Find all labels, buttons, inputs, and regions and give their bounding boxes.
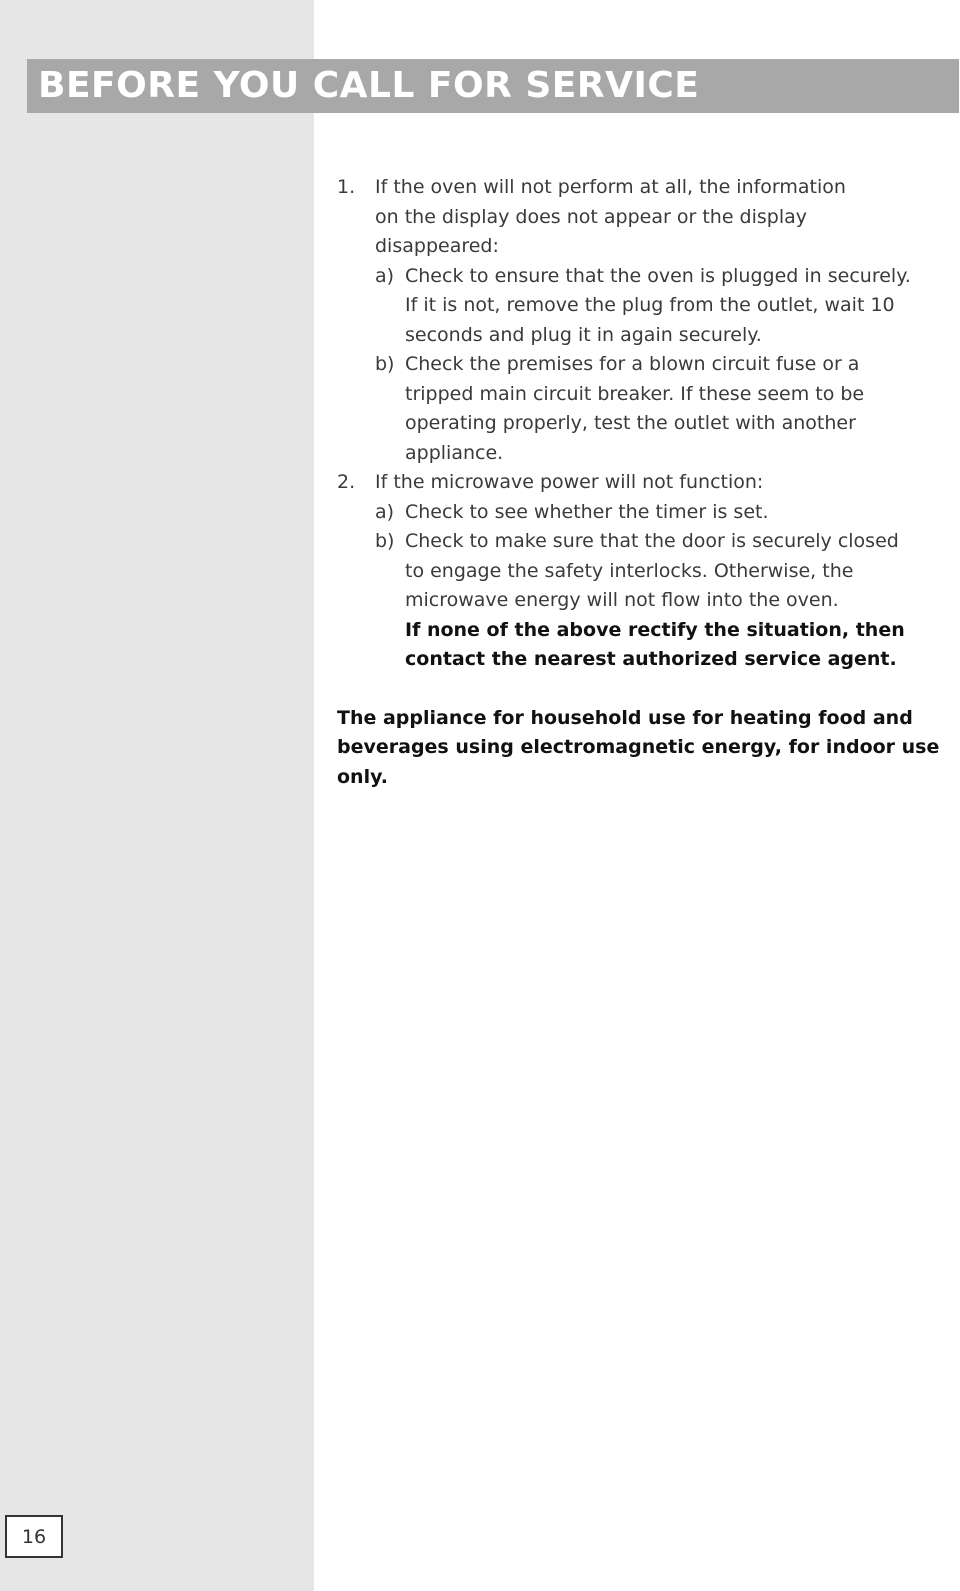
usage-note-line: beverages using electromagnetic energy, for indoor use [337, 736, 940, 758]
left-margin-band [0, 0, 314, 1591]
list-item-text: disappeared: [375, 235, 499, 257]
troubleshooting-list [337, 173, 952, 792]
paragraph-spacer [337, 675, 952, 704]
sub-item-line [337, 527, 952, 557]
sub-item-letter: a) [375, 264, 395, 287]
sub-item-text: If it is not, remove the plug from the outlet, wait 10 [405, 294, 895, 316]
service-advice-text: contact the nearest authorized service agent. [405, 648, 897, 670]
sub-item-line [337, 557, 952, 587]
sub-item-line [337, 291, 952, 321]
list-item-number: 1. [337, 176, 356, 198]
service-advice-line [337, 645, 952, 675]
usage-note-line: The appliance for household use for heating food and [337, 706, 913, 729]
sub-item-text: operating properly, test the outlet with another [405, 412, 856, 434]
sub-item-text: Check to make sure that the door is securely closed [405, 530, 899, 552]
sub-item-letter: b) [375, 530, 395, 552]
sub-item-text: to engage the safety interlocks. Otherwise, the [405, 559, 854, 582]
service-advice-text: If none of the above rectify the situation, then [405, 618, 905, 641]
sub-item-text: appliance. [405, 441, 504, 464]
list-item-line [337, 468, 952, 498]
sub-item-line [337, 409, 952, 439]
service-advice-line [337, 616, 952, 646]
list-item-number: 2. [337, 471, 356, 493]
sub-item-line [337, 380, 952, 410]
sub-item-text: Check to ensure that the oven is plugged in securely. [405, 264, 911, 287]
list-item-line [337, 232, 952, 262]
sub-item-line [337, 321, 952, 351]
list-item-1 [337, 173, 952, 468]
sub-item-text: Check the premises for a blown circuit fuse or a [405, 353, 860, 375]
sub-item-letter: b) [375, 353, 395, 375]
sub-item-line [337, 586, 952, 616]
list-item-text: on the display does not appear or the display [375, 205, 808, 228]
sub-item-text: tripped main circuit breaker. If these seem to be [405, 382, 865, 405]
page-number: 16 [5, 1515, 63, 1558]
sub-item-line [337, 439, 952, 469]
list-item-line [337, 203, 952, 233]
sub-item-line [337, 498, 952, 528]
usage-note-line: only. [337, 765, 388, 788]
section-title: BEFORE YOU CALL FOR SERVICE [38, 65, 700, 106]
sub-item-text: microwave energy will not flow into the oven. [405, 589, 839, 611]
usage-note [337, 704, 952, 793]
list-item-text: If the microwave power will not function: [375, 471, 764, 493]
sub-item-text: seconds and plug it in again securely. [405, 323, 762, 346]
sub-item-line [337, 262, 952, 292]
list-item-text: If the oven will not perform at all, the information [375, 176, 846, 198]
sub-item-text: Check to see whether the timer is set. [405, 500, 769, 523]
list-item-line [337, 173, 952, 203]
sub-item-line [337, 350, 952, 380]
sub-item-letter: a) [375, 500, 395, 523]
list-item-2 [337, 468, 952, 675]
